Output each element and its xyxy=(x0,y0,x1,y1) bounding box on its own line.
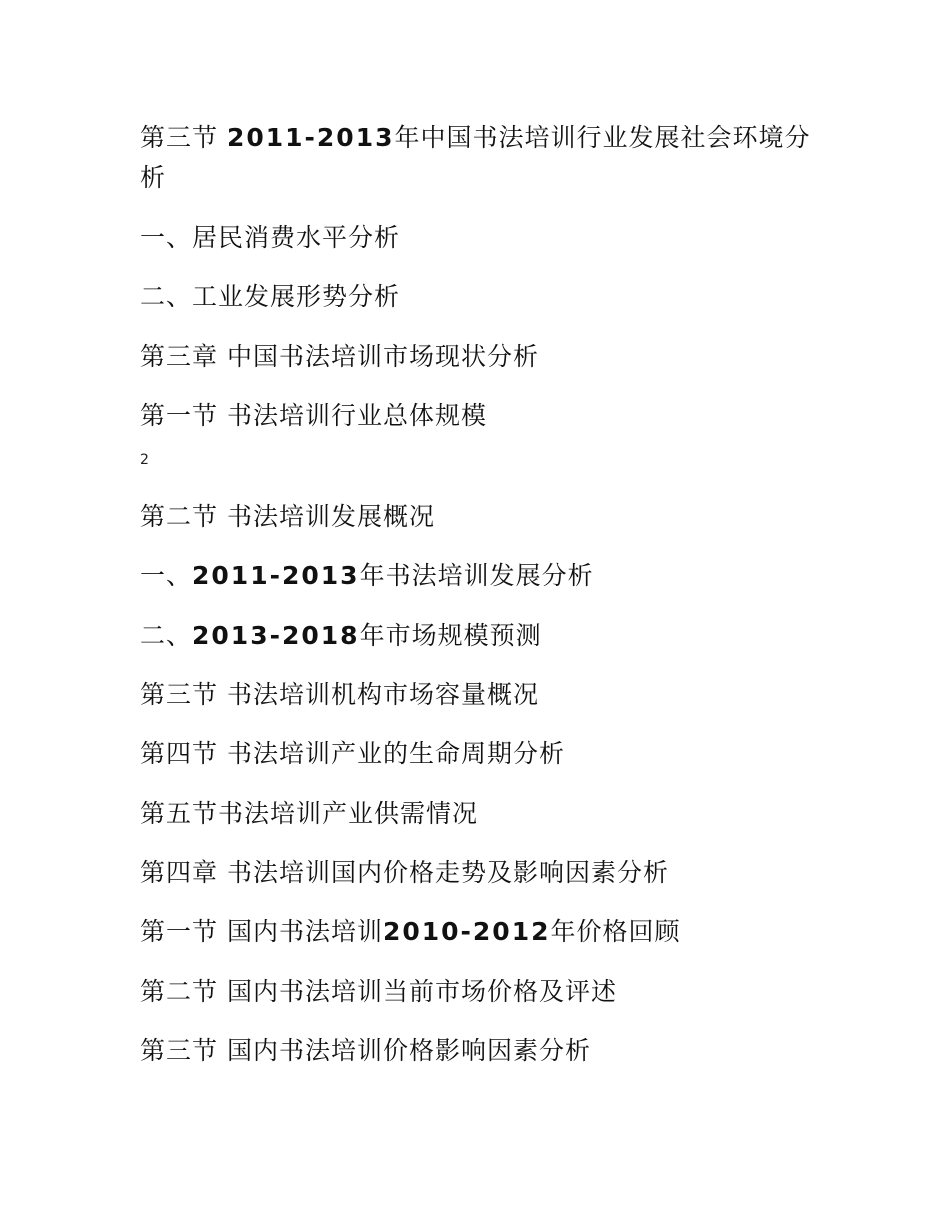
toc-entry xyxy=(140,497,435,537)
toc-entry-prefix: 一、居民消费水平分析 xyxy=(140,223,401,252)
toc-entry xyxy=(140,616,542,656)
toc-entry xyxy=(140,556,594,596)
toc-entry-prefix: 一、 xyxy=(140,561,193,590)
toc-entry-prefix: 第二节 书法培训发展概况 xyxy=(140,502,435,531)
toc-entry-prefix: 二、工业发展形势分析 xyxy=(140,282,401,311)
toc-entry-prefix: 第二节 国内书法培训当前市场价格及评述 xyxy=(140,977,617,1006)
toc-entry xyxy=(140,1031,591,1071)
toc-entry xyxy=(140,972,617,1012)
toc-entry-suffix: 年中国书法培训行业发展社会环境分析 xyxy=(140,123,811,192)
toc-entry-year-range: 2010-2012 xyxy=(382,917,551,946)
toc-entry-prefix: 第一节 书法培训行业总体规模 xyxy=(140,401,487,430)
toc-entry-year-range: 2011-2013 xyxy=(226,123,395,152)
toc-entry-prefix: 第四节 书法培训产业的生命周期分析 xyxy=(140,739,565,768)
toc-entry-suffix: 年书法培训发展分析 xyxy=(359,561,594,590)
toc-entry xyxy=(140,396,487,436)
toc-entry-prefix: 二、 xyxy=(140,621,193,650)
toc-entry-prefix: 第三章 中国书法培训市场现状分析 xyxy=(140,342,539,371)
toc-entry-prefix: 第三节 书法培训机构市场容量概况 xyxy=(140,680,539,709)
toc-entry-year-range: 2011-2013 xyxy=(192,561,360,590)
toc-entry xyxy=(140,912,681,952)
toc-entry xyxy=(140,675,539,715)
toc-entry xyxy=(140,794,478,834)
toc-entry-prefix: 第五节书法培训产业供需情况 xyxy=(140,799,479,828)
page-number: 2 xyxy=(140,452,149,468)
toc-entry xyxy=(140,337,539,377)
toc-entry xyxy=(140,218,400,258)
toc-entry-suffix: 年价格回顾 xyxy=(550,917,681,946)
toc-entry xyxy=(140,853,669,893)
toc-entry-prefix: 第三节 国内书法培训价格影响因素分析 xyxy=(140,1036,591,1065)
toc-entry-prefix: 第一节 国内书法培训 xyxy=(140,917,383,946)
toc-entry xyxy=(140,277,400,317)
toc-entry xyxy=(140,118,820,198)
toc-entry xyxy=(140,734,565,774)
toc-entry-prefix: 第三节 xyxy=(140,123,227,152)
toc-entry-prefix: 第四章 书法培训国内价格走势及影响因素分析 xyxy=(140,858,669,887)
toc-entry-year-range: 2013-2018 xyxy=(192,621,360,650)
toc-entry-suffix: 年市场规模预测 xyxy=(359,621,542,650)
